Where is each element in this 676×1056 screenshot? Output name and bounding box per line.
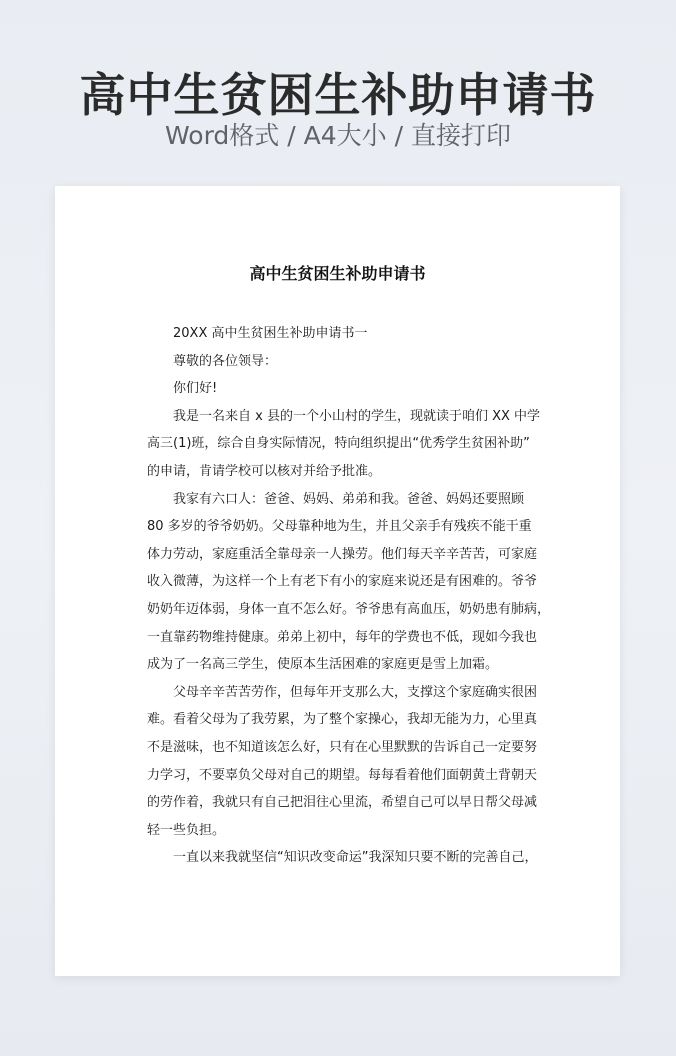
doc-line: 体力劳动，家庭重活全靠母亲一人操劳。他们每天辛辛苦苦，可家庭 bbox=[147, 546, 538, 562]
doc-line: 父母辛辛苦苦劳作，但每年开支那么大，支撑这个家庭确实很困 bbox=[173, 684, 538, 700]
document-body bbox=[147, 320, 551, 872]
doc-line: 奶奶年迈体弱，身体一直不怎么好。爷爷患有高血压，奶奶患有肺病， bbox=[147, 601, 551, 617]
doc-line: 力学习，不要辜负父母对自己的期望。每每看着他们面朝黄土背朝天 bbox=[147, 767, 538, 783]
doc-line: 尊敬的各位领导： bbox=[173, 353, 278, 369]
doc-line: 一直以来我就坚信“知识改变命运”我深知只要不断的完善自己， bbox=[173, 850, 538, 866]
doc-line: 的申请，肯请学校可以核对并给予批准。 bbox=[147, 463, 382, 479]
doc-line: 的劳作着，我就只有自己把泪往心里流，希望自己可以早日帮父母减 bbox=[147, 795, 538, 811]
doc-line: 成为了一名高三学生，使原本生活困难的家庭更是雪上加霜。 bbox=[147, 657, 499, 673]
doc-line: 轻一些负担。 bbox=[147, 822, 226, 838]
banner-title: 高中生贫困生补助申请书 bbox=[79, 68, 597, 122]
doc-line: 我家有六口人：爸爸、妈妈、弟弟和我。爸爸、妈妈还要照顾 bbox=[173, 491, 525, 507]
document-page bbox=[55, 186, 620, 976]
doc-line: 收入微薄，为这样一个上有老下有小的家庭来说还是有困难的。爷爷 bbox=[147, 574, 538, 590]
banner-subtitle: Word格式 / A4大小 / 直接打印 bbox=[165, 121, 511, 150]
doc-line: 一直靠药物维持健康。弟弟上初中，每年的学费也不低，现如今我也 bbox=[147, 629, 538, 645]
doc-line: 20XX 高中生贫困生补助申请书一 bbox=[173, 326, 368, 341]
doc-line: 我是一名来自 x 县的一个小山村的学生，现就读于咱们 XX 中学 bbox=[173, 408, 541, 424]
doc-line: 高三(1)班，综合自身实际情况，特向组织提出“优秀学生贫困补助” bbox=[147, 436, 530, 452]
doc-line: 不是滋味，也不知道该怎么好，只有在心里默默的告诉自己一定要努 bbox=[147, 739, 538, 755]
document-title: 高中生贫困生补助申请书 bbox=[249, 264, 426, 283]
doc-line: 难。看着父母为了我劳累，为了整个家操心，我却无能为力，心里真 bbox=[147, 712, 538, 728]
doc-line: 你们好! bbox=[173, 381, 218, 397]
doc-line: 80 多岁的爷爷奶奶。父母靠种地为生，并且父亲手有残疾不能干重 bbox=[147, 519, 532, 535]
